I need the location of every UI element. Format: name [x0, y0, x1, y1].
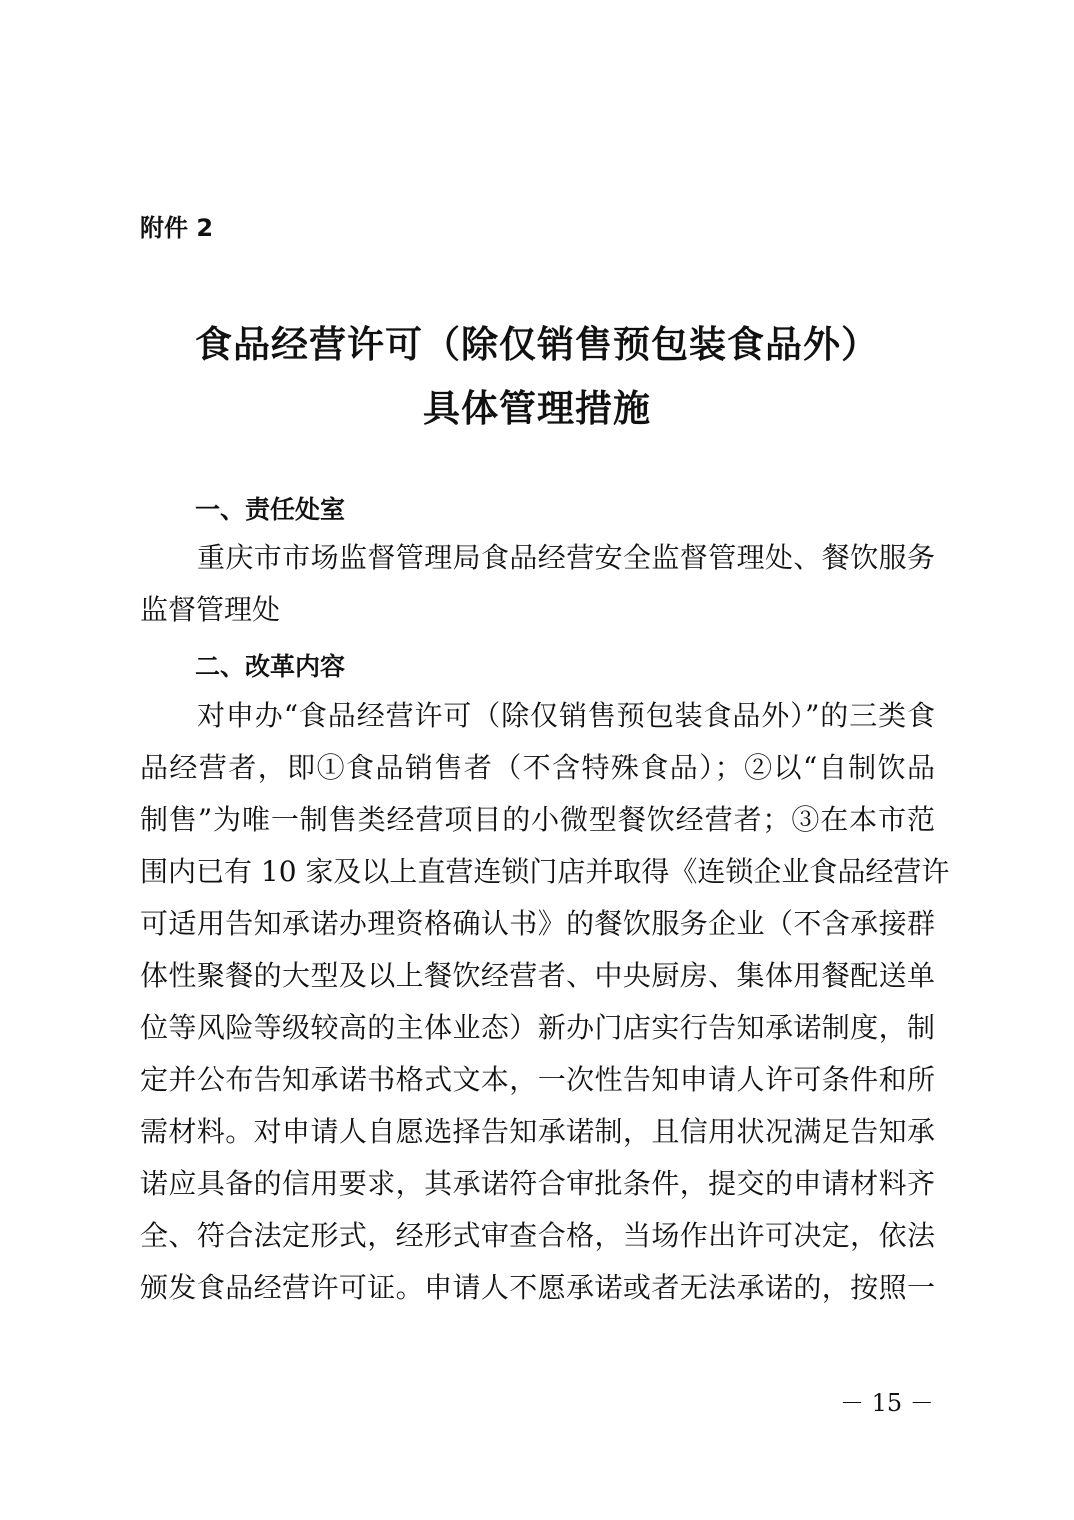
body-line: 全、符合法定形式，经形式审查合格，当场作出许可决定，依法 [140, 1219, 935, 1252]
document-title-line-2: 具体管理措施 [423, 386, 651, 430]
body-line: 品经营者，即①食品销售者（不含特殊食品）；②以“自制饮品 [140, 751, 935, 784]
body-line: 围内已有 10 家及以上直营连锁门店并取得《连锁企业食品经营许 [140, 855, 950, 888]
page-number: － 15 － [840, 1389, 934, 1417]
body-line: 可适用告知承诺办理资格确认书》的餐饮服务企业（不含承接群 [140, 907, 935, 940]
body-line: 对申办“食品经营许可（除仅销售预包装食品外）”的三类食 [197, 699, 935, 732]
body-line: 诺应具备的信用要求，其承诺符合审批条件，提交的申请材料齐 [140, 1167, 935, 1200]
body-line: 定并公布告知承诺书格式文本，一次性告知申请人许可条件和所 [140, 1063, 935, 1096]
body-line: 体性聚餐的大型及以上餐饮经营者、中央厨房、集体用餐配送单 [140, 959, 935, 992]
body-line: 位等风险等级较高的主体业态）新办门店实行告知承诺制度，制 [140, 1011, 935, 1044]
section-heading-reform-content: 二、改革内容 [195, 652, 346, 681]
body-line: 制售”为唯一制售类经营项目的小微型餐饮经营者；③在本市范 [140, 803, 935, 836]
document-title-line-1: 食品经营许可（除仅销售预包装食品外） [195, 322, 879, 366]
body-line: 需材料。对申请人自愿选择告知承诺制，且信用状况满足告知承 [140, 1115, 935, 1148]
body-line: 监督管理处 [140, 593, 281, 626]
attachment-label: 附件 2 [140, 214, 214, 242]
body-line: 重庆市市场监督管理局食品经营安全监督管理处、餐饮服务 [197, 541, 935, 574]
body-line: 颁发食品经营许可证。申请人不愿承诺或者无法承诺的，按照一 [140, 1271, 935, 1304]
section-heading-responsible-office: 一、责任处室 [195, 495, 346, 524]
